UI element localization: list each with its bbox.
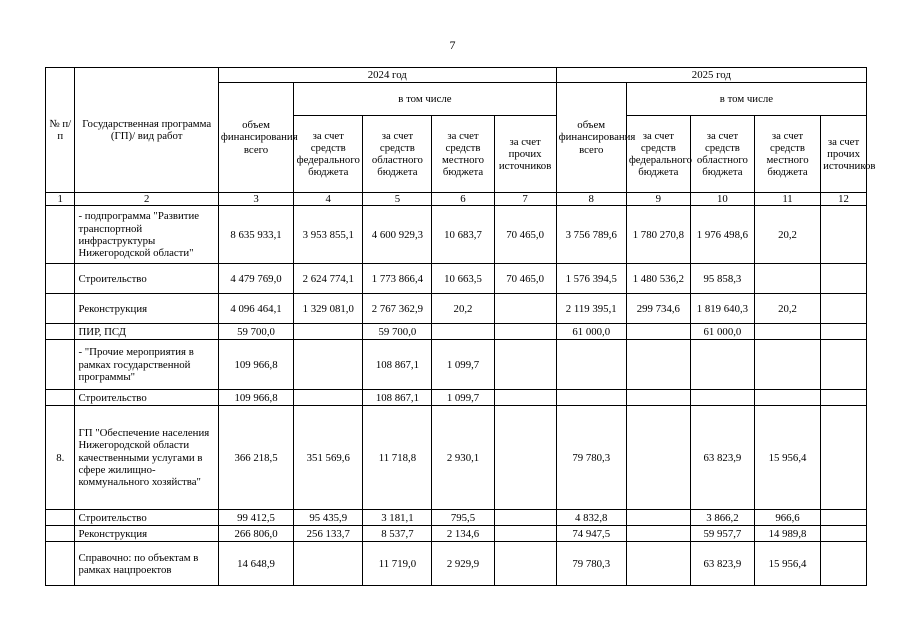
table-cell: 59 700,0 <box>218 324 293 340</box>
table-cell <box>754 324 820 340</box>
table-cell <box>626 406 690 510</box>
table-cell: 59 957,7 <box>690 526 754 542</box>
page-number: 7 <box>449 38 456 52</box>
row-number <box>46 340 75 390</box>
table-cell <box>626 526 690 542</box>
table-cell <box>754 340 820 390</box>
table-cell: 256 133,7 <box>294 526 363 542</box>
col-number: 6 <box>432 193 494 206</box>
table-cell: 11 718,8 <box>363 406 432 510</box>
table-row <box>46 406 867 510</box>
table-cell: 109 966,8 <box>218 340 293 390</box>
table-cell: 3 866,2 <box>690 510 754 526</box>
year-2025-header: 2025 год <box>556 68 866 83</box>
row-name: Строительство <box>75 510 218 526</box>
col-header-program: Государственная программа (ГП)/ вид работ <box>75 68 218 193</box>
table-cell <box>821 406 867 510</box>
table-cell: 10 683,7 <box>432 206 494 264</box>
table-cell <box>626 510 690 526</box>
table-row <box>46 206 867 264</box>
row-name: Строительство <box>75 390 218 406</box>
table-cell <box>294 542 363 586</box>
col-header-total-2024: объем финансирования всего <box>218 83 293 193</box>
table-cell: 79 780,3 <box>556 406 626 510</box>
table-cell <box>494 406 556 510</box>
row-number <box>46 264 75 294</box>
table-cell: 70 465,0 <box>494 264 556 294</box>
table-cell: 3 756 789,6 <box>556 206 626 264</box>
row-number <box>46 324 75 340</box>
table-cell: 1 780 270,8 <box>626 206 690 264</box>
col-header-regional-2024: за счет средств областного бюджета <box>363 116 432 193</box>
col-header-local-2024: за счет средств местного бюджета <box>432 116 494 193</box>
col-header-no: № п/п <box>46 68 75 193</box>
table-cell: 70 465,0 <box>494 206 556 264</box>
financing-table <box>45 67 876 586</box>
table-cell: 4 479 769,0 <box>218 264 293 294</box>
table-cell: 59 700,0 <box>363 324 432 340</box>
table-body <box>46 206 867 586</box>
table-cell: 1 976 498,6 <box>690 206 754 264</box>
table-cell <box>821 294 867 324</box>
row-name: Реконструкция <box>75 294 218 324</box>
row-name: Строительство <box>75 264 218 294</box>
col-number: 7 <box>494 193 556 206</box>
table-cell: 795,5 <box>432 510 494 526</box>
table-cell: 20,2 <box>754 206 820 264</box>
col-header-regional-2025: за счет средств областного бюджета <box>690 116 754 193</box>
col-header-federal-2025: за счет средств федерального бюджета <box>626 116 690 193</box>
table-cell: 95 858,3 <box>690 264 754 294</box>
table-row <box>46 264 867 294</box>
table-cell <box>821 542 867 586</box>
col-number: 1 <box>46 193 75 206</box>
table-cell: 108 867,1 <box>363 390 432 406</box>
table-cell <box>494 510 556 526</box>
table-cell: 8 635 933,1 <box>218 206 293 264</box>
table-cell: 3 181,1 <box>363 510 432 526</box>
row-number: 8. <box>46 406 75 510</box>
table-cell: 2 134,6 <box>432 526 494 542</box>
table-row <box>46 340 867 390</box>
table-cell: 266 806,0 <box>218 526 293 542</box>
table-cell: 2 930,1 <box>432 406 494 510</box>
table-cell: 2 929,9 <box>432 542 494 586</box>
table-row <box>46 526 867 542</box>
col-number: 2 <box>75 193 218 206</box>
table-cell: 99 412,5 <box>218 510 293 526</box>
table-cell: 1 819 640,3 <box>690 294 754 324</box>
table-cell: 15 956,4 <box>754 542 820 586</box>
row-number <box>46 390 75 406</box>
table-cell <box>821 390 867 406</box>
table-cell: 3 953 855,1 <box>294 206 363 264</box>
table-cell <box>432 324 494 340</box>
row-number <box>46 542 75 586</box>
table-cell <box>690 390 754 406</box>
table-row <box>46 542 867 586</box>
row-name: ГП "Обеспечение населения Нижегородской области качественными услугами в сфере жилищно-коммунального хозяйства" <box>75 406 218 510</box>
including-header-2025: в том числе <box>626 83 866 116</box>
row-name: ПИР, ПСД <box>75 324 218 340</box>
column-numbers-row <box>46 193 867 206</box>
col-header-federal-2024: за счет средств федерального бюджета <box>294 116 363 193</box>
table-cell: 2 767 362,9 <box>363 294 432 324</box>
row-number <box>46 294 75 324</box>
table-cell: 366 218,5 <box>218 406 293 510</box>
table-cell: 1 773 866,4 <box>363 264 432 294</box>
table-cell <box>821 206 867 264</box>
table-cell: 10 663,5 <box>432 264 494 294</box>
row-number <box>46 510 75 526</box>
row-name: Справочно: по объектам в рамках нацпроектов <box>75 542 218 586</box>
table-cell: 61 000,0 <box>690 324 754 340</box>
table-cell: 20,2 <box>754 294 820 324</box>
table-cell <box>626 324 690 340</box>
table-cell: 61 000,0 <box>556 324 626 340</box>
table-cell: 95 435,9 <box>294 510 363 526</box>
col-number: 9 <box>626 193 690 206</box>
table-cell: 351 569,6 <box>294 406 363 510</box>
table-cell <box>821 526 867 542</box>
table-cell: 1 099,7 <box>432 340 494 390</box>
table-cell: 108 867,1 <box>363 340 432 390</box>
table-cell: 4 096 464,1 <box>218 294 293 324</box>
table-cell: 1 099,7 <box>432 390 494 406</box>
table-cell: 8 537,7 <box>363 526 432 542</box>
table-row <box>46 390 867 406</box>
col-header-local-2025: за счет средств местного бюджета <box>754 116 820 193</box>
table-cell: 1 329 081,0 <box>294 294 363 324</box>
table-cell: 79 780,3 <box>556 542 626 586</box>
table-cell: 74 947,5 <box>556 526 626 542</box>
table-cell <box>494 294 556 324</box>
table-cell <box>821 510 867 526</box>
table-cell <box>494 340 556 390</box>
col-number: 4 <box>294 193 363 206</box>
table-cell: 14 989,8 <box>754 526 820 542</box>
table-cell <box>754 390 820 406</box>
table-cell <box>494 526 556 542</box>
table-cell: 966,6 <box>754 510 820 526</box>
table-cell: 2 624 774,1 <box>294 264 363 294</box>
table-cell <box>626 340 690 390</box>
table-cell <box>494 390 556 406</box>
table-cell <box>821 324 867 340</box>
table-row <box>46 324 867 340</box>
table-cell <box>626 542 690 586</box>
col-number: 3 <box>218 193 293 206</box>
row-number <box>46 526 75 542</box>
table-cell: 299 734,6 <box>626 294 690 324</box>
table-cell <box>626 390 690 406</box>
table-cell: 4 832,8 <box>556 510 626 526</box>
table-cell <box>556 390 626 406</box>
table-row <box>46 294 867 324</box>
table-cell: 1 576 394,5 <box>556 264 626 294</box>
col-header-other-2025: за счет прочих источников <box>821 116 867 193</box>
table-cell <box>821 340 867 390</box>
col-number: 10 <box>690 193 754 206</box>
row-name: - "Прочие мероприятия в рамках государственной программы" <box>75 340 218 390</box>
row-name: Реконструкция <box>75 526 218 542</box>
table-cell: 20,2 <box>432 294 494 324</box>
table-cell: 11 719,0 <box>363 542 432 586</box>
col-number: 5 <box>363 193 432 206</box>
table-cell <box>294 340 363 390</box>
table-cell <box>690 340 754 390</box>
row-number <box>46 206 75 264</box>
col-number: 8 <box>556 193 626 206</box>
table-cell: 63 823,9 <box>690 542 754 586</box>
table-cell: 63 823,9 <box>690 406 754 510</box>
table-cell <box>494 542 556 586</box>
table-cell: 109 966,8 <box>218 390 293 406</box>
table-cell <box>294 324 363 340</box>
col-header-other-2024: за счет прочих источников <box>494 116 556 193</box>
table-cell: 15 956,4 <box>754 406 820 510</box>
year-2024-header: 2024 год <box>218 68 556 83</box>
table-row <box>46 510 867 526</box>
table-cell <box>821 264 867 294</box>
table-cell <box>494 324 556 340</box>
col-number: 12 <box>821 193 867 206</box>
table-cell <box>556 340 626 390</box>
including-header-2024: в том числе <box>294 83 556 116</box>
table-cell <box>294 390 363 406</box>
table-cell: 4 600 929,3 <box>363 206 432 264</box>
col-number: 11 <box>754 193 820 206</box>
table-cell <box>754 264 820 294</box>
table-cell: 14 648,9 <box>218 542 293 586</box>
col-header-total-2025: объем финансирования всего <box>556 83 626 193</box>
row-name: - подпрограмма "Развитие транспортной инфраструктуры Нижегородской области" <box>75 206 218 264</box>
table-cell: 2 119 395,1 <box>556 294 626 324</box>
table-cell: 1 480 536,2 <box>626 264 690 294</box>
